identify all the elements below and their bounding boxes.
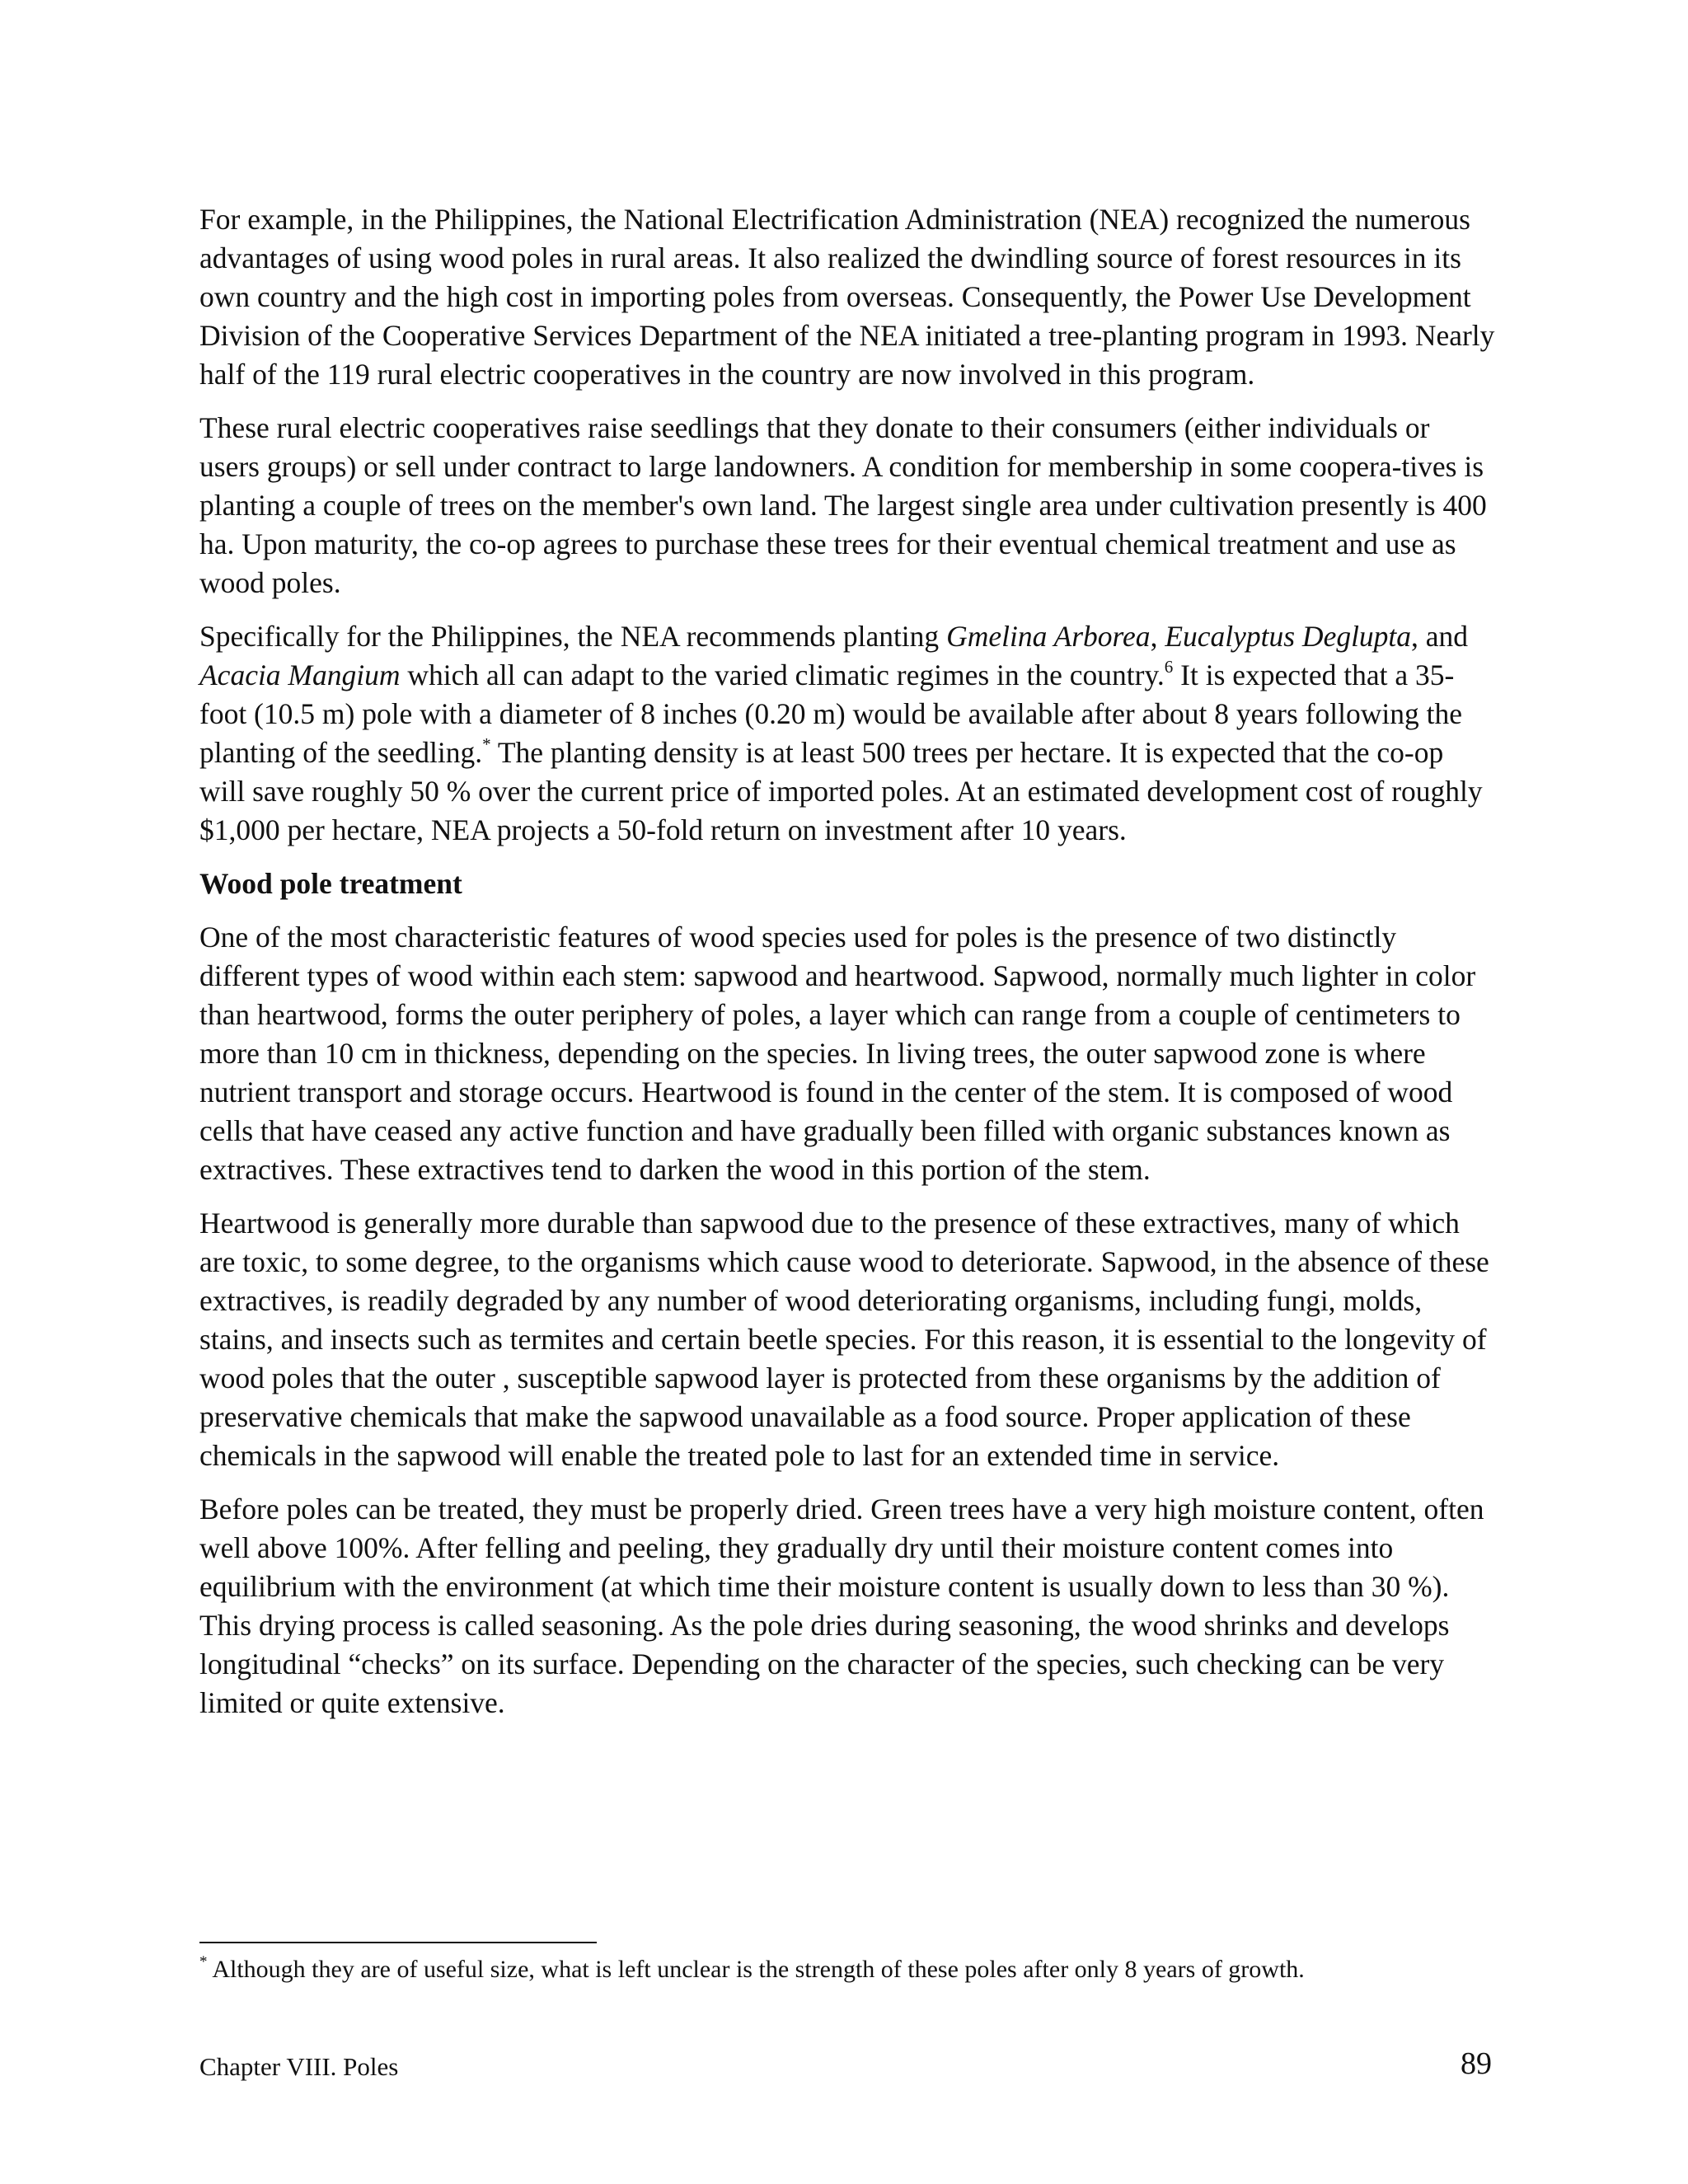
text-run: which all can adapt to the varied climatic regimes in the country.: [400, 658, 1165, 691]
paragraph-durability: Heartwood is generally more durable than sapwood due to the presence of these extractives, many of which are toxic, to some degree, to the organisms which cause wood to deteriorate. Sapwood, in the absence of these extractives, is readily degraded by any number of wood deteriorating organisms, including fungi, molds, stains, and insects such as termites and certain beetle species. For this reason, it is essential to the longevity of wood poles that the outer , susceptible sapwood layer is protected from these organisms by the addition of preservative chemicals that make the sapwood unavailable as a food source. Proper application of these chemicals in the sapwood will enable the treated pole to last for an extended time in service.: [199, 1207, 1489, 1472]
paragraph-seasoning: Before poles can be treated, they must be properly dried. Green trees have a very high moisture content, often well above 100%. After felling and peeling, they gradually dry until their moisture content comes into equilibrium with the environment (at which time their moisture content is usually down to less than 30 %). This drying process is called seasoning. As the pole dries during seasoning, the wood shrinks and develops longitudinal “checks” on its surface. Depending on the character of the species, such checking can be very limited or quite extensive.: [199, 1493, 1484, 1719]
page-body: [199, 200, 1495, 1737]
page-number: 89: [1461, 2046, 1492, 2081]
footnote-divider: [199, 1942, 597, 1943]
footnote-marker: *: [199, 1953, 208, 1971]
footnote-marker: *: [482, 734, 491, 754]
paragraph-philippines-nea: For example, in the Philippines, the National Electrification Administration (NEA) recognized the numerous advantages of using wood poles in rural areas. It also realized the dwindling source of forest resources in its own country and the high cost in importing poles from overseas. Consequently, the Power Use Development Division of the Cooperative Services Department of the NEA initiated a tree-planting program in 1993. Nearly half of the 119 rural electric cooperatives in the country are now involved in this program.: [199, 203, 1495, 391]
text-run: , and: [1411, 620, 1469, 653]
text-run: Specifically for the Philippines, the NEA recommends planting: [199, 620, 947, 653]
text-run: The planting density is at least 500 trees per hectare. It is expected that the co-op will save roughly 50 % over the current price of imported poles. At an estimated development cost of roughly $1,000 per hectare, NEA projects a 50-fold return on investment after 10 years.: [199, 736, 1483, 846]
footnote-text: Although they are of useful size, what is left unclear is the strength of these poles after only 8 years of growth.: [207, 1956, 1305, 1983]
species-name: Eucalyptus Deglupta: [1165, 620, 1412, 653]
species-name: Gmelina Arborea: [946, 620, 1151, 653]
footnote: [199, 1953, 1495, 1986]
section-heading: Wood pole treatment: [199, 867, 462, 900]
text-run: ,: [1150, 620, 1165, 653]
paragraph-sapwood-heartwood: One of the most characteristic features of wood species used for poles is the presence of two distinctly different types of wood within each stem: sapwood and heartwood. Sapwood, normally much lighter in color than heartwood, forms the outer periphery of poles, a layer which can range from a couple of centimeters to more than 10 cm in thickness, depending on the species. In living trees, the outer sapwood zone is where nutrient transport and storage occurs. Heartwood is found in the center of the stem. It is composed of wood cells that have ceased any active function and have gradually been filled with organic substances known as extractives. These extractives tend to darken the wood in this portion of the stem.: [199, 921, 1476, 1186]
paragraph-species-recommendation: [199, 617, 1495, 850]
chapter-footer: Chapter VIII. Poles: [199, 2052, 399, 2081]
text-run: It is expected that a 35-foot (10.5 m) pole with a diameter of 8 inches (0.20 m) would be available after about 8 years following the planting of the seedling.: [199, 658, 1462, 769]
reference-superscript: 6: [1164, 657, 1174, 677]
species-name: Acacia Mangium: [199, 658, 401, 691]
paragraph-cooperatives: These rural electric cooperatives raise seedlings that they donate to their consumers (either individuals or users groups) or sell under contract to large landowners. A condition for membership in some coopera-tives is planting a couple of trees on the member's own land. The largest single area under cultivation presently is 400 ha. Upon maturity, the co-op agrees to purchase these trees for their eventual chemical treatment and use as wood poles.: [199, 411, 1487, 599]
